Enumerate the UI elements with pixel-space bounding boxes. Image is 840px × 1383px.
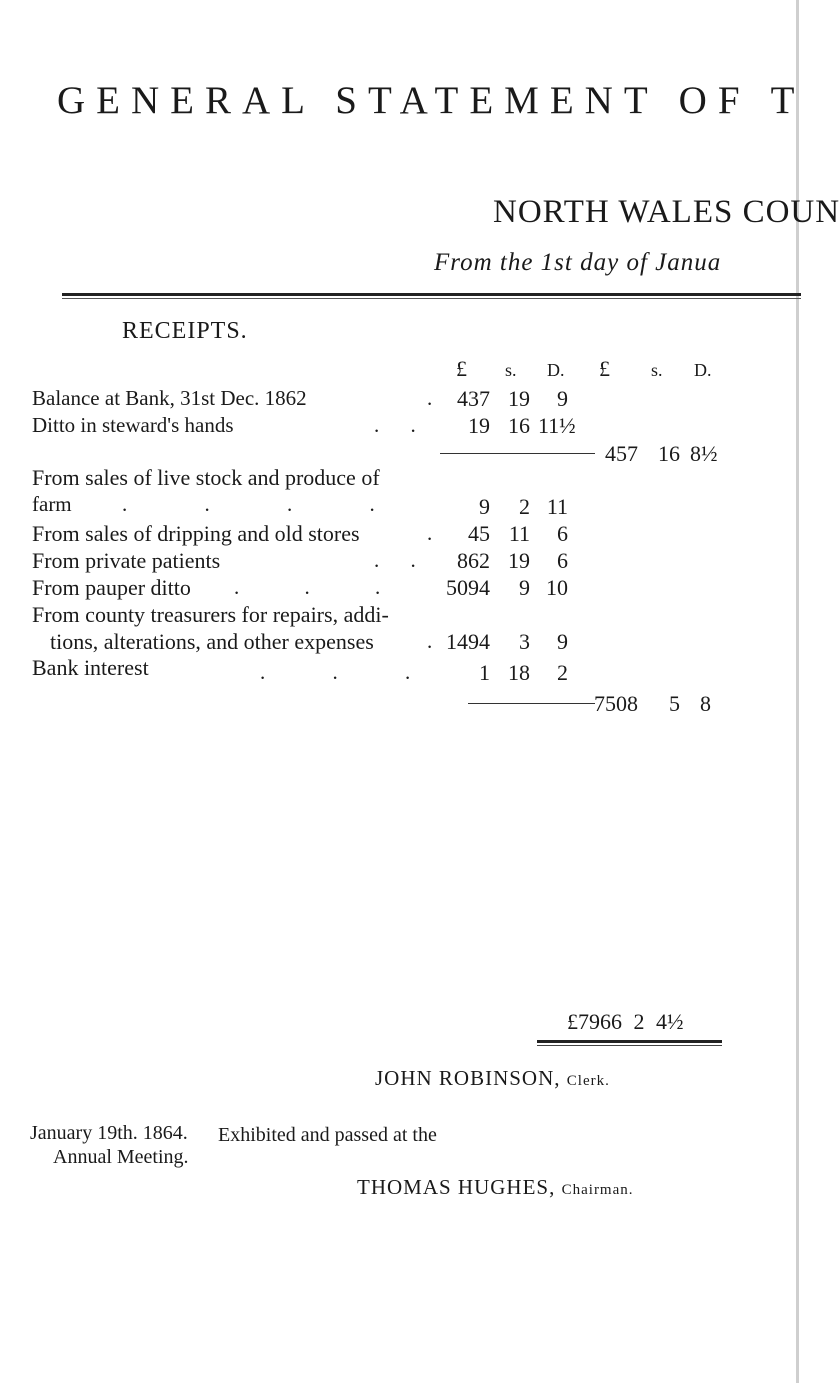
col2-pounds-header: £ — [599, 356, 610, 381]
subtotal-shillings: 5 — [669, 691, 680, 716]
receipt-pence: 6 — [557, 548, 568, 573]
exhibit-text: Exhibited and passed at the — [218, 1124, 437, 1146]
receipt-pence: 9 — [557, 629, 568, 654]
receipt-pounds: 437 — [457, 386, 490, 411]
receipt-pence: 9 — [557, 386, 568, 411]
receipt-leader-dots: . — [427, 386, 433, 410]
receipt-label: Balance at Bank, 31st Dec. 1862 — [32, 386, 307, 410]
annual-meeting: Annual Meeting. — [53, 1146, 189, 1168]
subtotal-rule — [468, 703, 595, 704]
clerk-signature — [375, 1066, 610, 1091]
receipt-leader-dots: . . — [374, 413, 416, 437]
header-rule — [62, 293, 801, 296]
receipt-label-continued: farm — [32, 492, 72, 516]
grand-total: £7966 2 4½ — [567, 1009, 684, 1034]
col1-pounds-header: £ — [456, 356, 467, 381]
subtotal-pounds: 7508 — [594, 691, 638, 716]
receipt-pounds: 862 — [457, 548, 490, 573]
receipt-shillings: 19 — [508, 386, 530, 411]
receipt-label: From sales of dripping and old stores — [32, 521, 360, 546]
receipt-shillings: 19 — [508, 548, 530, 573]
receipt-leader-dots: . — [427, 629, 433, 653]
col2-pence-header: D. — [694, 360, 712, 380]
institution-name: NORTH WALES COUN — [493, 194, 840, 230]
subtotal-rule — [440, 453, 595, 454]
receipt-pence: 11½ — [538, 413, 576, 438]
subtotal-pence: 8½ — [690, 441, 718, 466]
receipts-heading: RECEIPTS. — [122, 318, 248, 344]
exhibit-date: January 19th. 1864. — [30, 1122, 188, 1144]
receipt-label: From county treasurers for repairs, addi- — [32, 602, 389, 627]
chairman-role: Chairman. — [561, 1182, 634, 1198]
statement-period: From the 1st day of Janua — [434, 249, 722, 276]
receipt-shillings: 2 — [519, 494, 530, 519]
receipt-pounds: 9 — [479, 494, 490, 519]
receipt-label: From sales of live stock and produce of — [32, 465, 380, 490]
document-title: GENERAL STATEMENT OF T — [57, 79, 806, 122]
clerk-role: Clerk. — [566, 1073, 610, 1089]
receipt-pence: 2 — [557, 660, 568, 685]
subtotal-pounds: 457 — [605, 441, 638, 466]
subtotal-shillings: 16 — [658, 441, 680, 466]
chairman-signature — [357, 1175, 634, 1200]
receipt-label: From pauper ditto — [32, 575, 191, 600]
receipt-pounds: 1 — [479, 660, 490, 685]
receipt-pence: 11 — [546, 494, 568, 519]
receipt-leader-dots: . . . — [234, 575, 381, 599]
receipt-shillings: 9 — [519, 575, 530, 600]
col1-shillings-header: s. — [505, 360, 517, 380]
receipt-label: Bank interest — [32, 655, 149, 680]
receipt-shillings: 18 — [508, 660, 530, 685]
receipt-pounds: 45 — [468, 521, 490, 546]
receipt-shillings: 11 — [508, 521, 530, 546]
receipt-label: Ditto in steward's hands — [32, 413, 234, 437]
receipt-shillings: 3 — [519, 629, 530, 654]
chairman-name: THOMAS HUGHES, — [357, 1175, 556, 1199]
receipt-pounds: 19 — [468, 413, 490, 438]
receipt-label-continued: tions, alterations, and other expenses — [50, 629, 374, 654]
receipt-pounds: 1494 — [446, 629, 490, 654]
receipt-label: From private patients — [32, 548, 221, 573]
col1-pence-header: D. — [547, 360, 565, 380]
header-rule-thin — [62, 298, 801, 299]
receipt-leader-dots: . . . — [260, 660, 411, 684]
receipt-pence: 6 — [557, 521, 568, 546]
receipt-pounds: 5094 — [446, 575, 490, 600]
grand-total-rule-thin — [537, 1045, 722, 1046]
receipt-leader-dots: . . — [374, 548, 416, 572]
receipt-pence: 10 — [546, 575, 568, 600]
receipt-shillings: 16 — [508, 413, 530, 438]
receipt-leader-dots: . — [427, 521, 433, 545]
col2-shillings-header: s. — [651, 360, 663, 380]
grand-total-rule — [537, 1040, 722, 1043]
clerk-name: JOHN ROBINSON, — [375, 1066, 561, 1090]
receipt-leader-dots: . . . . — [122, 492, 375, 516]
subtotal-pence: 8 — [700, 691, 711, 716]
